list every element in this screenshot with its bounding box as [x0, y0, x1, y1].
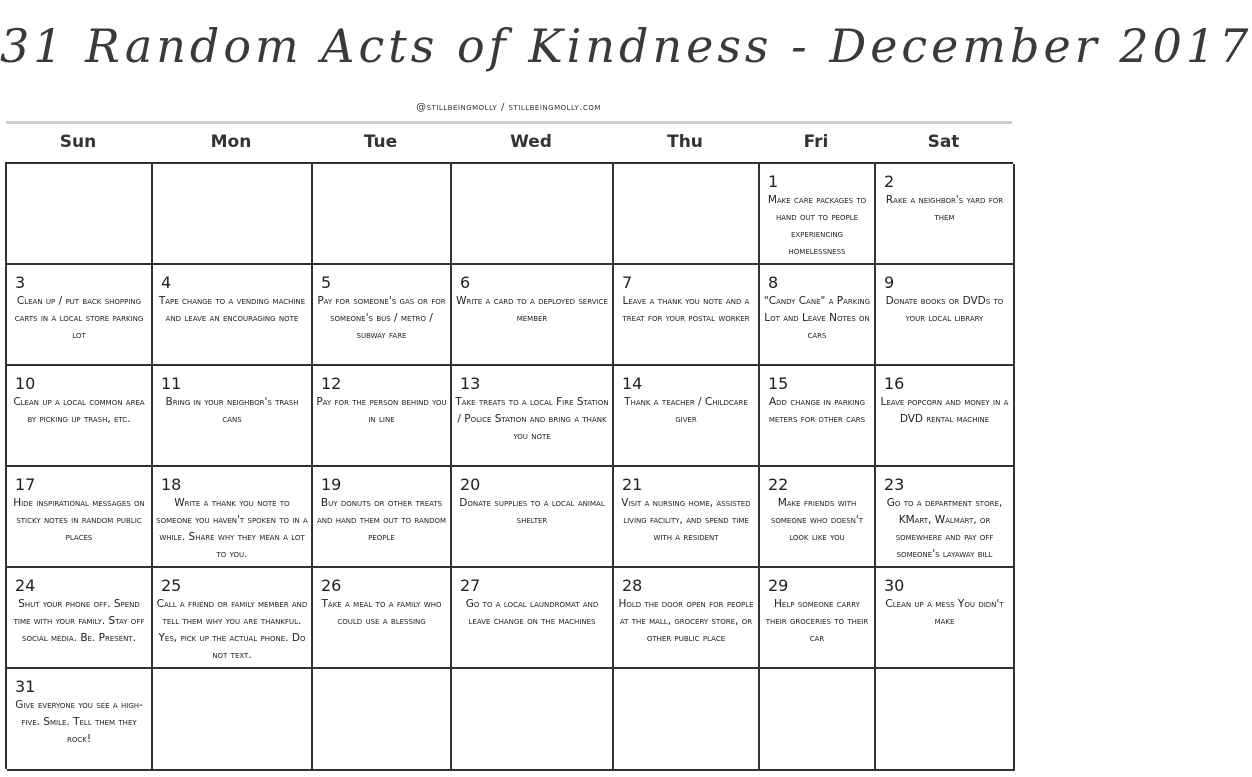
kindness-act-text: Clean up a local common area by picking up trash, etc. [13, 396, 145, 425]
day-number: 6 [460, 273, 471, 292]
kindness-act-text: Help someone carry their groceries to their car [765, 598, 869, 644]
kindness-act-text: Thank a teacher / Childcare giver [624, 396, 748, 425]
kindness-act-text: Make care packages to hand out to people experiencing homelessness [767, 194, 867, 257]
kindness-act-text: Donate supplies to a local animal shelter [459, 497, 605, 526]
calendar-day-cell [760, 366, 876, 467]
kindness-act-text: Buy donuts or other treats and hand them out to random people [316, 497, 447, 543]
day-number: 27 [460, 576, 481, 595]
calendar-day-cell [7, 669, 153, 771]
day-number: 15 [768, 374, 789, 393]
day-number: 9 [884, 273, 895, 292]
calendar-day-cell [452, 366, 614, 467]
calendar-day-cell [7, 366, 153, 467]
calendar-day-cell [614, 568, 760, 669]
empty-day-cell [313, 164, 452, 265]
day-number: 26 [321, 576, 342, 595]
day-number: 20 [460, 475, 481, 494]
day-number: 24 [15, 576, 36, 595]
calendar-day-cell [7, 467, 153, 568]
day-number: 31 [15, 677, 36, 696]
calendar-day-cell [452, 467, 614, 568]
calendar-day-cell [760, 467, 876, 568]
kindness-act-text: Tape change to a vending machine and leave an encouraging note [158, 295, 306, 324]
day-number: 17 [15, 475, 36, 494]
day-number: 3 [15, 273, 26, 292]
calendar-day-cell [313, 366, 452, 467]
weekday-header-tue: Tue [363, 132, 398, 152]
calendar-day-cell [876, 366, 1015, 467]
weekday-header-sat: Sat [927, 132, 960, 152]
calendar-day-cell [614, 366, 760, 467]
day-number: 19 [321, 475, 342, 494]
weekday-header-mon: Mon [210, 132, 252, 152]
day-number: 22 [768, 475, 789, 494]
empty-day-cell [614, 669, 760, 771]
calendar-day-cell [313, 265, 452, 366]
kindness-act-text: Pay for the person behind you in line [316, 396, 447, 425]
calendar-day-cell [760, 164, 876, 265]
kindness-act-text: Go to a department store, KMart, Walmart, or somewhere and pay off someone's layaway bill [886, 497, 1003, 560]
empty-day-cell [876, 669, 1015, 771]
kindness-act-text: Add change in parking meters for other cars [768, 396, 866, 425]
header-divider [6, 121, 1012, 124]
kindness-act-text: Clean up a mess You didn't make [885, 598, 1004, 627]
day-number: 8 [768, 273, 779, 292]
calendar-day-cell [760, 568, 876, 669]
kindness-act-text: Give everyone you see a high-five. Smile. Tell them they rock! [15, 699, 143, 745]
calendar-day-cell [614, 265, 760, 366]
day-number: 14 [622, 374, 643, 393]
empty-day-cell [7, 164, 153, 265]
day-number: 4 [161, 273, 172, 292]
calendar-day-cell [452, 568, 614, 669]
kindness-act-text: Hide inspirational messages on sticky notes in random public places [13, 497, 145, 543]
calendar-day-cell [7, 568, 153, 669]
day-number: 28 [622, 576, 643, 595]
kindness-act-text: Donate books or DVDs to your local library [885, 295, 1004, 324]
calendar-day-cell [153, 366, 313, 467]
day-number: 5 [321, 273, 332, 292]
day-number: 25 [161, 576, 182, 595]
kindness-act-text: Go to a local laundromat and leave change on the machines [465, 598, 599, 627]
calendar-day-cell [153, 467, 313, 568]
kindness-act-text: Visit a nursing home, assisted living facility, and spend time with a resident [621, 497, 751, 543]
day-number: 13 [460, 374, 481, 393]
calendar-day-cell [452, 265, 614, 366]
empty-day-cell [313, 669, 452, 771]
calendar-day-cell [614, 467, 760, 568]
calendar-day-cell [876, 164, 1015, 265]
attribution-subtitle: @stillbeingmolly / stillbeingmolly.com [416, 102, 601, 113]
kindness-act-text: Write a card to a deployed service member [456, 295, 608, 324]
day-number: 12 [321, 374, 342, 393]
kindness-act-text: Call a friend or family member and tell them why you are thankful. Yes, pick up the actual phone. Do not text. [156, 598, 308, 661]
weekday-header-row [5, 127, 1013, 161]
kindness-act-text: "Candy Cane" a Parking Lot and Leave Notes on cars [763, 295, 871, 341]
kindness-act-text: Shut your phone off. Spend time with your family. Stay off social media. Be. Present. [13, 598, 145, 644]
kindness-act-text: Clean up / put back shopping carts in a local store parking lot [14, 295, 144, 341]
kindness-act-text: Bring in your neighbor's trash cans [165, 396, 299, 425]
calendar-grid [5, 162, 1013, 769]
kindness-act-text: Hold the door open for people at the mall, grocery store, or other public place [618, 598, 754, 644]
calendar-day-cell [876, 265, 1015, 366]
day-number: 10 [15, 374, 36, 393]
empty-day-cell [452, 669, 614, 771]
calendar-day-cell [153, 568, 313, 669]
day-number: 11 [161, 374, 182, 393]
calendar-day-cell [7, 265, 153, 366]
day-number: 7 [622, 273, 633, 292]
kindness-act-text: Make friends with someone who doesn't look like you [770, 497, 864, 543]
kindness-act-text: Rake a neighbor's yard for them [885, 194, 1004, 223]
kindness-act-text: Take treats to a local Fire Station / Police Station and bring a thank you note [455, 396, 609, 442]
weekday-header-wed: Wed [510, 132, 552, 152]
day-number: 23 [884, 475, 905, 494]
weekday-header-thu: Thu [667, 132, 703, 152]
day-number: 2 [884, 172, 895, 191]
calendar-day-cell [876, 568, 1015, 669]
weekday-header-fri: Fri [803, 132, 829, 152]
empty-day-cell [760, 669, 876, 771]
empty-day-cell [153, 669, 313, 771]
weekday-header-sun: Sun [59, 132, 97, 152]
kindness-act-text: Write a thank you note to someone you haven't spoken to in a while. Share why they mean a lot to you. [156, 497, 308, 560]
empty-day-cell [452, 164, 614, 265]
empty-day-cell [153, 164, 313, 265]
calendar-day-cell [313, 568, 452, 669]
day-number: 29 [768, 576, 789, 595]
calendar-day-cell [876, 467, 1015, 568]
day-number: 16 [884, 374, 905, 393]
kindness-act-text: Leave popcorn and money in a DVD rental machine [880, 396, 1009, 425]
day-number: 30 [884, 576, 905, 595]
calendar-day-cell [153, 265, 313, 366]
day-number: 18 [161, 475, 182, 494]
day-number: 21 [622, 475, 643, 494]
calendar-day-cell [760, 265, 876, 366]
day-number: 1 [768, 172, 779, 191]
kindness-act-text: Take a meal to a family who could use a blessing [321, 598, 442, 627]
kindness-act-text: Leave a thank you note and a treat for your postal worker [622, 295, 750, 324]
kindness-act-text: Pay for someone's gas or for someone's bus / metro / subway fare [317, 295, 446, 341]
page-title: 31 Random Acts of Kindness - December 2017 [0, 19, 1252, 73]
empty-day-cell [614, 164, 760, 265]
calendar-day-cell [313, 467, 452, 568]
